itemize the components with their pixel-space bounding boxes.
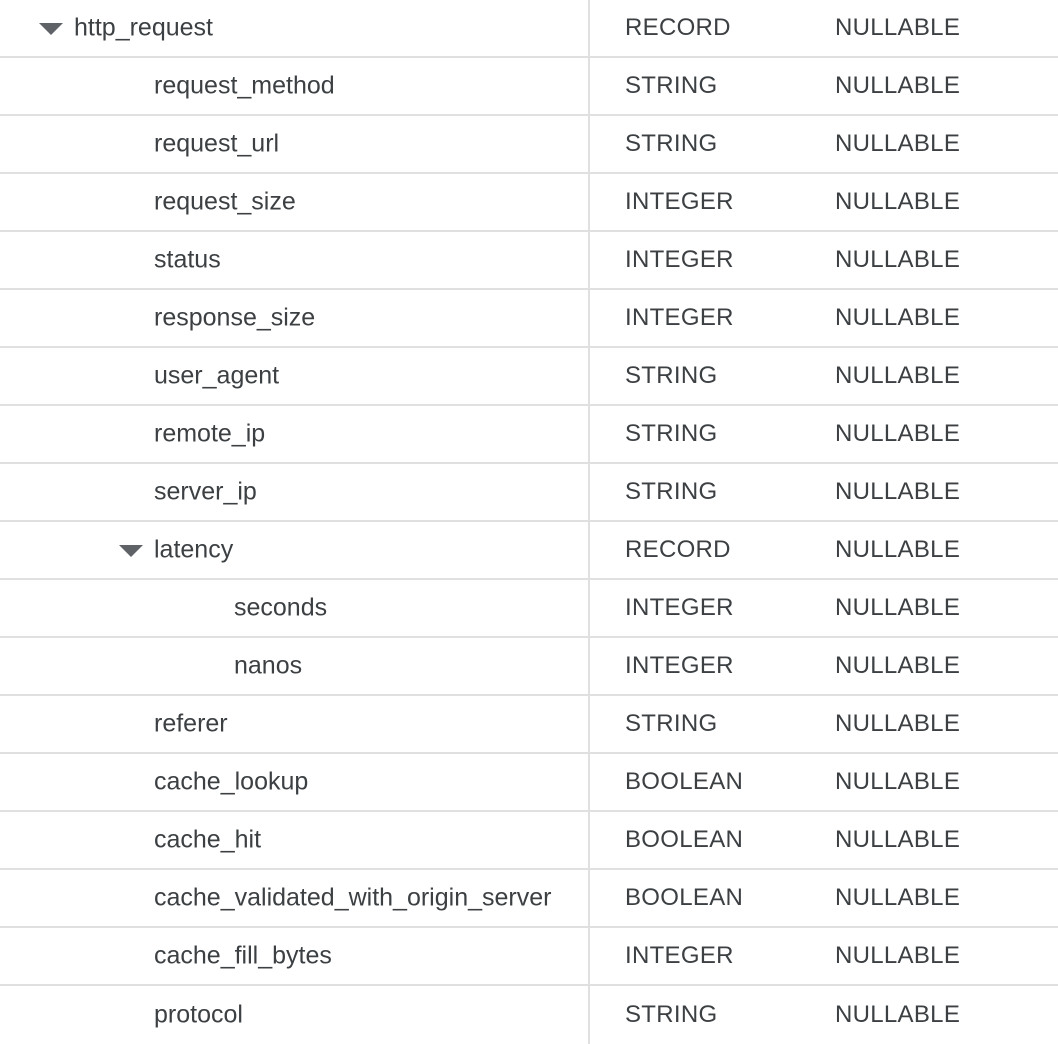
field-name-cell — [0, 812, 590, 868]
field-name: nanos — [234, 651, 303, 680]
field-type: RECORD — [625, 14, 731, 41]
field-type: BOOLEAN — [625, 768, 744, 795]
field-name-cell — [0, 290, 590, 346]
field-name: cache_fill_bytes — [154, 941, 332, 970]
field-name-cell — [0, 754, 590, 810]
field-mode: NULLABLE — [835, 710, 961, 737]
field-mode: NULLABLE — [835, 304, 961, 331]
schema-row[interactable] — [0, 870, 1058, 928]
field-mode: NULLABLE — [835, 1001, 961, 1028]
field-type: INTEGER — [625, 942, 734, 969]
field-mode: NULLABLE — [835, 942, 961, 969]
schema-row[interactable] — [0, 812, 1058, 870]
field-name: cache_hit — [154, 825, 262, 854]
schema-row[interactable] — [0, 58, 1058, 116]
field-type: BOOLEAN — [625, 884, 744, 911]
field-mode: NULLABLE — [835, 536, 961, 563]
field-mode: NULLABLE — [835, 768, 961, 795]
field-name: request_size — [154, 187, 296, 216]
schema-row[interactable] — [0, 986, 1058, 1044]
field-name: response_size — [154, 303, 316, 332]
field-type: BOOLEAN — [625, 826, 744, 853]
field-name-cell — [0, 232, 590, 288]
field-mode: NULLABLE — [835, 14, 961, 41]
schema-row[interactable] — [0, 638, 1058, 696]
field-name-cell — [0, 870, 590, 926]
field-name-cell — [0, 986, 590, 1044]
caret-down-icon[interactable] — [119, 545, 143, 557]
schema-row[interactable] — [0, 696, 1058, 754]
field-mode: NULLABLE — [835, 420, 961, 447]
field-type: STRING — [625, 710, 718, 737]
field-type: INTEGER — [625, 304, 734, 331]
field-name-cell — [0, 522, 590, 578]
field-name-cell — [0, 928, 590, 984]
field-mode: NULLABLE — [835, 594, 961, 621]
field-name-cell — [0, 580, 590, 636]
schema-row[interactable] — [0, 232, 1058, 290]
field-name: status — [154, 245, 221, 274]
field-type: INTEGER — [625, 594, 734, 621]
schema-row[interactable] — [0, 290, 1058, 348]
field-name: remote_ip — [154, 419, 266, 448]
field-type: STRING — [625, 362, 718, 389]
field-name-cell — [0, 406, 590, 462]
field-type: STRING — [625, 420, 718, 447]
schema-row[interactable] — [0, 580, 1058, 638]
field-name-cell — [0, 638, 590, 694]
field-mode: NULLABLE — [835, 826, 961, 853]
field-type: STRING — [625, 72, 718, 99]
field-name-cell — [0, 58, 590, 114]
field-name-cell — [0, 348, 590, 404]
field-name: latency — [154, 535, 234, 564]
field-mode: NULLABLE — [835, 884, 961, 911]
field-type: INTEGER — [625, 246, 734, 273]
field-name: seconds — [234, 593, 328, 622]
schema-row[interactable] — [0, 406, 1058, 464]
schema-row[interactable] — [0, 928, 1058, 986]
schema-row[interactable] — [0, 348, 1058, 406]
field-name: user_agent — [154, 361, 280, 390]
field-name-cell — [0, 174, 590, 230]
field-name: cache_lookup — [154, 767, 309, 796]
schema-row-record[interactable] — [0, 522, 1058, 580]
schema-row-record[interactable] — [0, 0, 1058, 58]
field-name-cell — [0, 696, 590, 752]
field-mode: NULLABLE — [835, 246, 961, 273]
field-name: referer — [154, 709, 228, 738]
field-mode: NULLABLE — [835, 130, 961, 157]
field-name: cache_validated_with_origin_server — [154, 883, 552, 912]
field-mode: NULLABLE — [835, 652, 961, 679]
schema-row[interactable] — [0, 754, 1058, 812]
schema-row[interactable] — [0, 116, 1058, 174]
field-type: STRING — [625, 130, 718, 157]
field-mode: NULLABLE — [835, 478, 961, 505]
field-name-cell — [0, 0, 590, 56]
field-type: INTEGER — [625, 188, 734, 215]
caret-down-icon[interactable] — [39, 23, 63, 35]
field-type: INTEGER — [625, 652, 734, 679]
field-type: RECORD — [625, 536, 731, 563]
schema-row[interactable] — [0, 174, 1058, 232]
field-name-cell — [0, 464, 590, 520]
field-mode: NULLABLE — [835, 72, 961, 99]
field-name-cell — [0, 116, 590, 172]
field-mode: NULLABLE — [835, 188, 961, 215]
schema-row[interactable] — [0, 464, 1058, 522]
field-type: STRING — [625, 1001, 718, 1028]
field-type: STRING — [625, 478, 718, 505]
field-name: request_url — [154, 129, 280, 158]
field-name: request_method — [154, 71, 335, 100]
field-name: http_request — [74, 13, 213, 42]
field-name: protocol — [154, 1000, 243, 1029]
field-name: server_ip — [154, 477, 257, 506]
field-mode: NULLABLE — [835, 362, 961, 389]
